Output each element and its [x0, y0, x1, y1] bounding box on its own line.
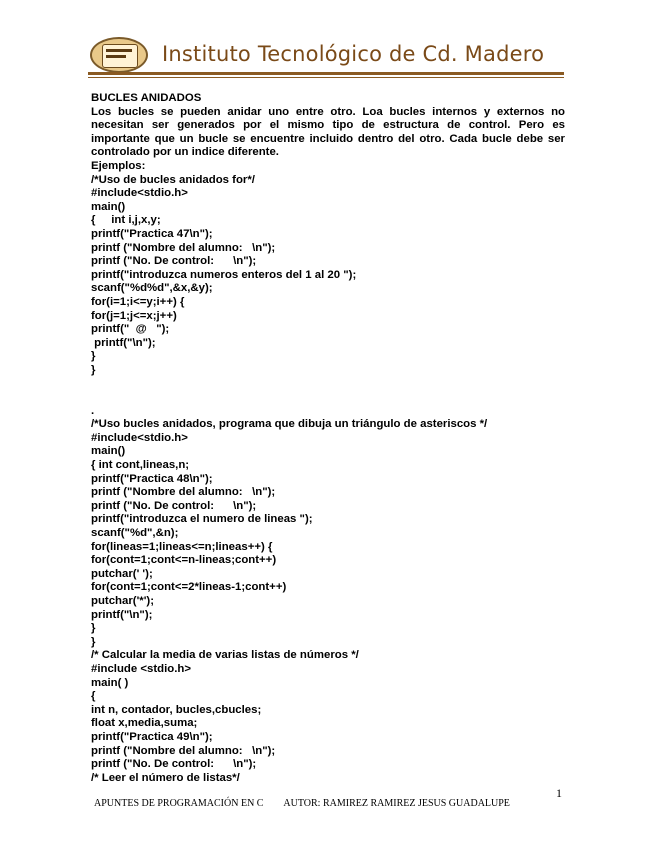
document-body — [91, 92, 565, 785]
code-line: for(j=1;j<=x;j++) — [91, 309, 177, 322]
code-line: printf ("Nombre del alumno: \n"); — [91, 241, 276, 254]
footer-author: AUTOR: RAMIREZ RAMIREZ JESUS GUADALUPE — [283, 798, 510, 809]
code-line: } — [91, 622, 96, 635]
code-line: . — [91, 404, 95, 417]
code-line: #include <stdio.h> — [91, 662, 192, 675]
code-line: } — [91, 635, 96, 648]
institute-seal-icon — [90, 37, 148, 73]
code-line: { — [91, 690, 96, 703]
code-line: /*Uso de bucles anidados for*/ — [91, 173, 255, 186]
page-number: 1 — [556, 786, 562, 800]
header-rule — [88, 72, 564, 75]
code-line: int n, contador, bucles,cbucles; — [91, 703, 262, 716]
section-heading: BUCLES ANIDADOS — [91, 92, 202, 104]
code-line — [91, 391, 565, 405]
header-rule-thin — [88, 77, 564, 78]
code-line: /* Calcular la media de varias listas de números */ — [91, 649, 359, 662]
code-line: #include<stdio.h> — [91, 431, 188, 444]
code-line: for(cont=1;cont<=n-lineas;cont++) — [91, 554, 277, 567]
code-line: main() — [91, 200, 126, 213]
code-line: printf("\n"); — [91, 608, 153, 621]
code-line: #include<stdio.h> — [91, 187, 188, 200]
code-line: putchar('*'); — [91, 594, 154, 607]
code-line: printf("Practica 47\n"); — [91, 227, 213, 240]
header-title: Instituto Tecnológico de Cd. Madero — [162, 42, 545, 66]
code-line: /*Uso bucles anidados, programa que dibuja un triángulo de asteriscos */ — [91, 418, 488, 431]
code-line: printf("introduzca el numero de lineas "); — [91, 513, 313, 526]
code-line: Ejemplos: — [91, 159, 146, 172]
code-line: putchar(' '); — [91, 567, 153, 580]
intro-paragraph: Los bucles se pueden anidar uno entre otro. Loa bucles internos y externos no necesitan ser generados por el mismo tipo de estructura de control. Pero es importante que un bucle se encuentre incluido dentro del otro. Cada bucle debe ser controlado por un indice diferente. — [91, 105, 565, 159]
code-line: } — [91, 363, 96, 376]
code-line: for(cont=1;cont<=2*lineas-1;cont++) — [91, 581, 287, 594]
code-line: printf ("No. De control: \n"); — [91, 499, 257, 512]
code-line: /* Leer el número de listas*/ — [91, 771, 240, 784]
code-line: scanf("%d%d",&x,&y); — [91, 282, 213, 295]
code-line: { int i,j,x,y; — [91, 214, 161, 227]
code-line: main() — [91, 445, 126, 458]
code-line: printf("Practica 48\n"); — [91, 472, 213, 485]
code-line: printf("\n"); — [91, 336, 156, 349]
code-line: printf(" @ "); — [91, 323, 170, 336]
code-line: printf ("Nombre del alumno: \n"); — [91, 486, 276, 499]
page-footer — [94, 798, 528, 809]
code-line: printf ("Nombre del alumno: \n"); — [91, 744, 276, 757]
code-line: for(i=1;i<=y;i++) { — [91, 295, 185, 308]
code-line — [91, 377, 565, 391]
code-listing — [91, 160, 565, 785]
code-line: printf("Practica 49\n"); — [91, 730, 213, 743]
code-line: { int cont,lineas,n; — [91, 459, 190, 472]
footer-course: APUNTES DE PROGRAMACIÓN EN C — [94, 798, 264, 809]
code-line: } — [91, 350, 96, 363]
code-line: float x,media,suma; — [91, 717, 198, 730]
code-line: main( ) — [91, 676, 129, 689]
code-line: printf ("No. De control: \n"); — [91, 255, 257, 268]
code-line: for(lineas=1;lineas<=n;lineas++) { — [91, 540, 273, 553]
code-line: printf ("No. De control: \n"); — [91, 758, 257, 771]
code-line: printf("introduzca numeros enteros del 1 al 20 "); — [91, 268, 357, 281]
code-line: scanf("%d",&n); — [91, 527, 179, 539]
